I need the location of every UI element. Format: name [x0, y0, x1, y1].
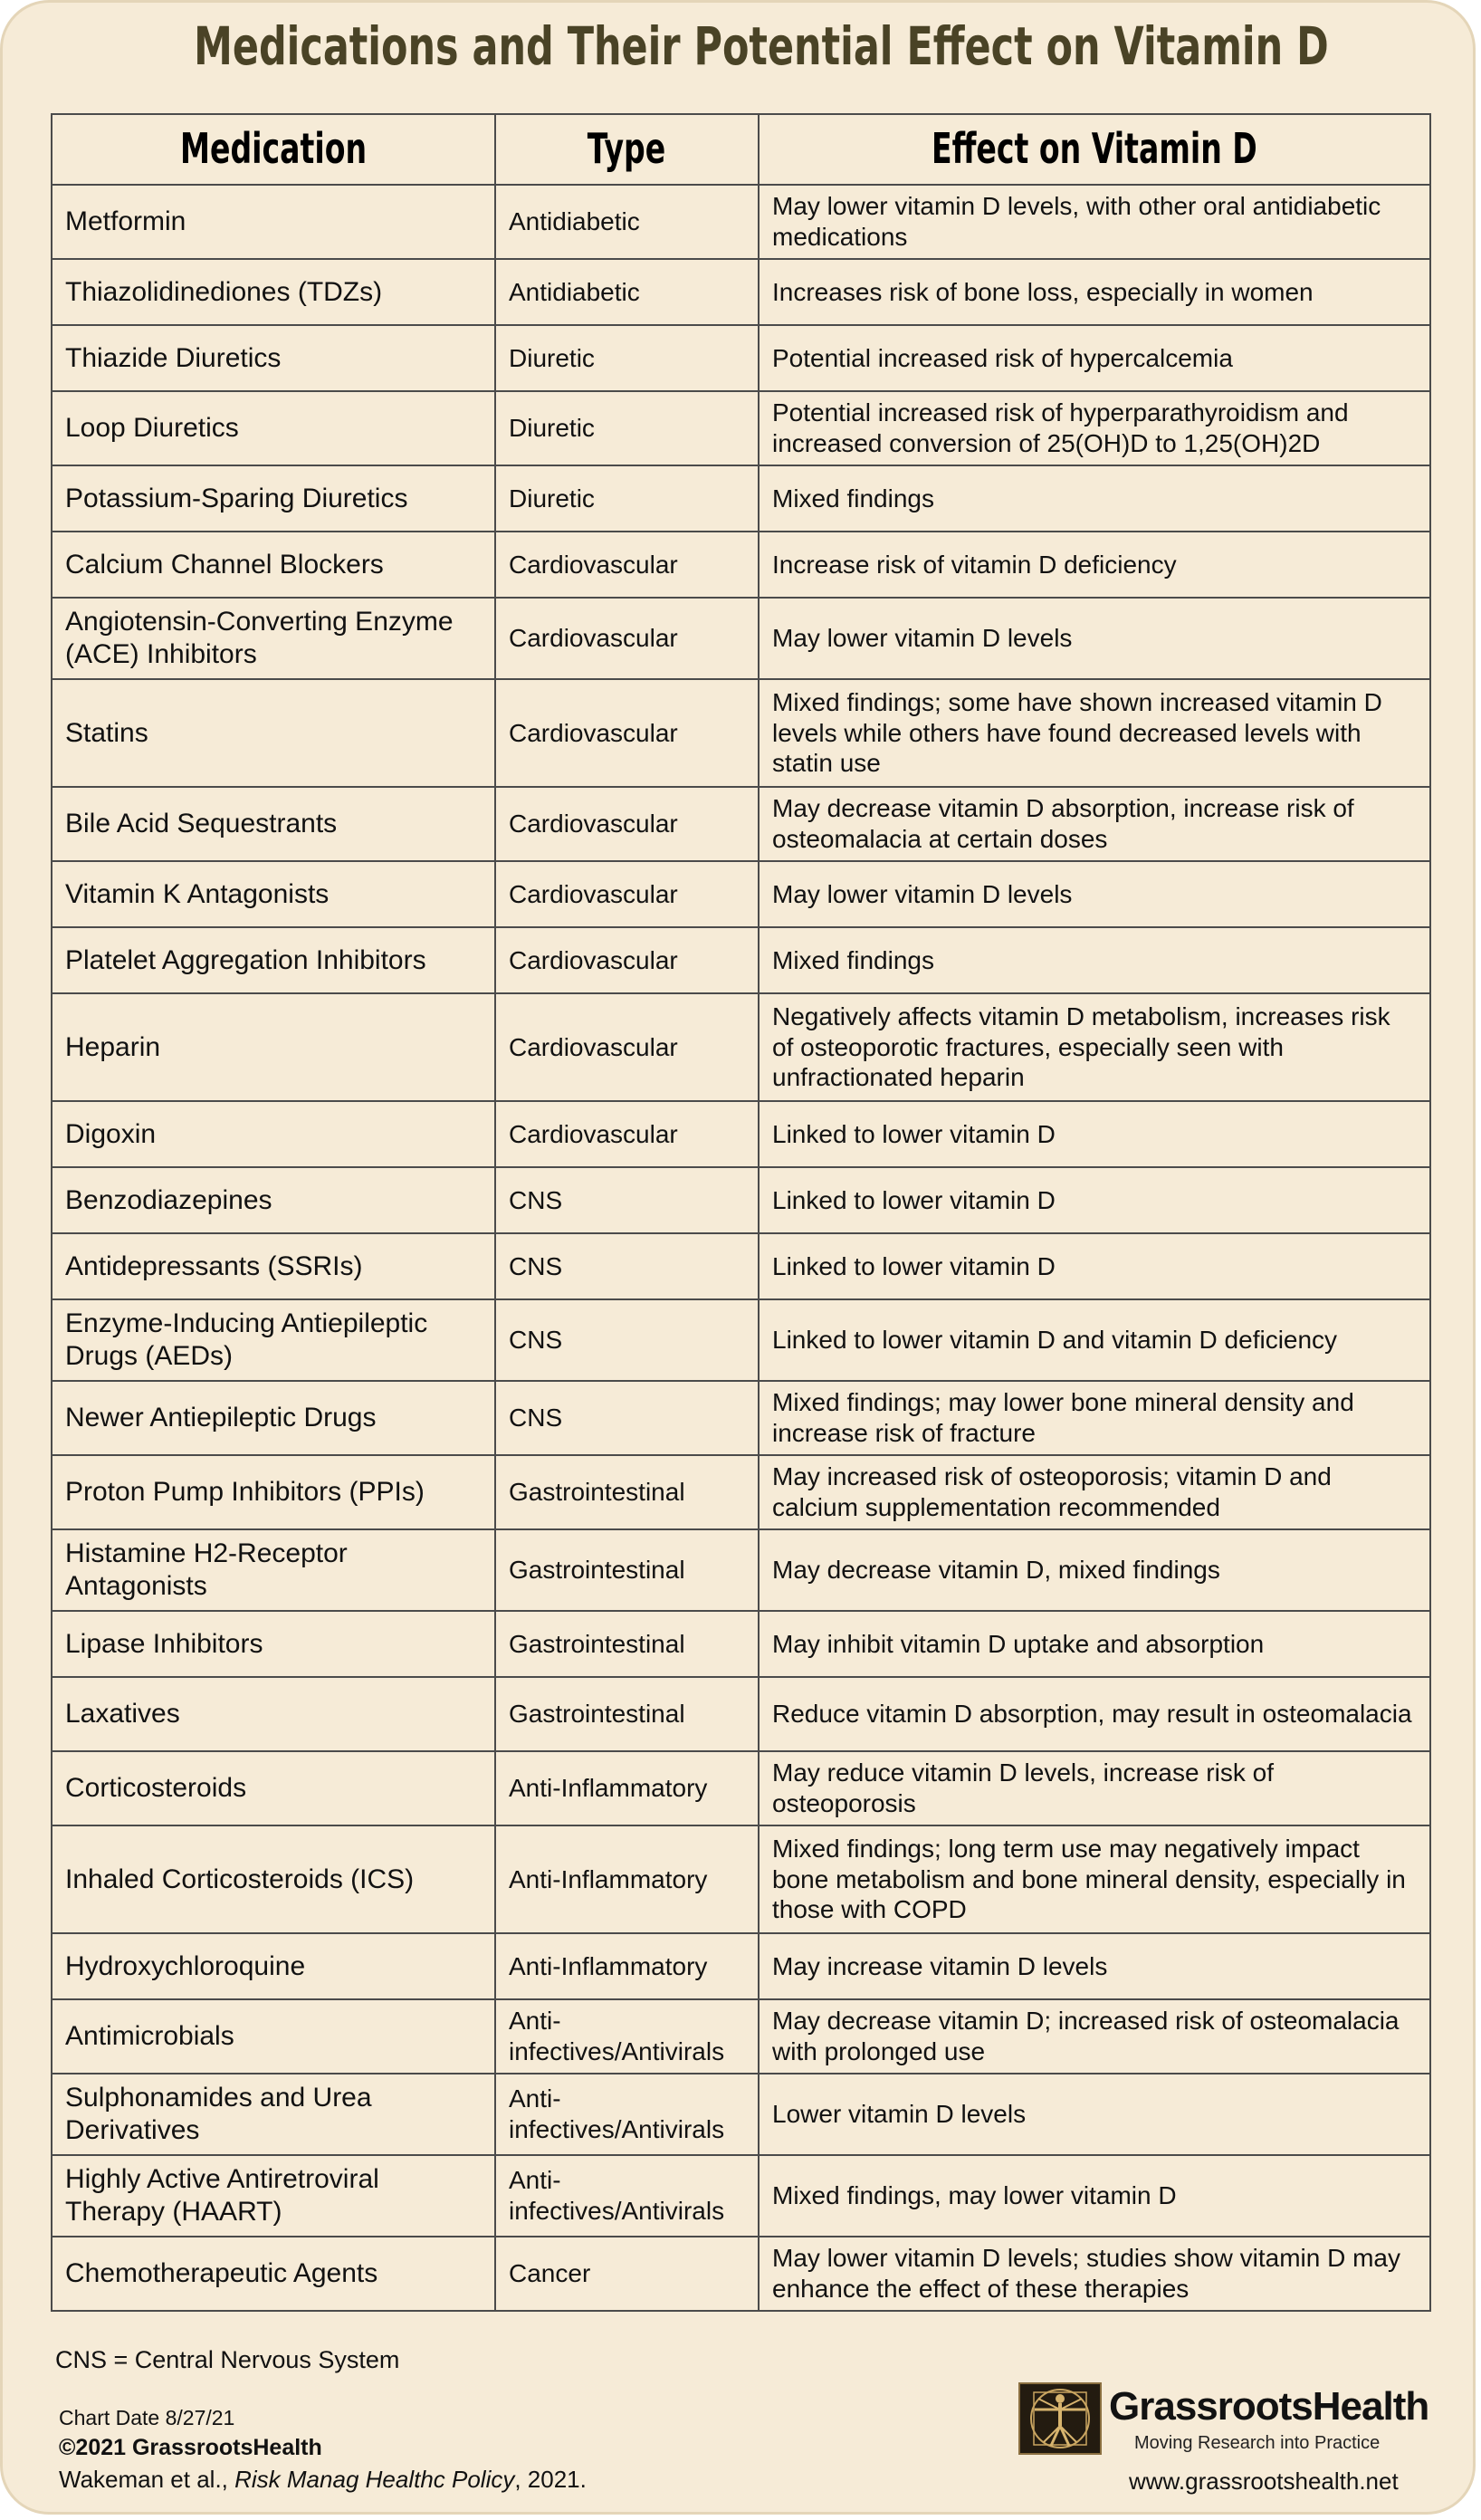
medication-cell: Antimicrobials	[52, 1999, 495, 2074]
table-row	[52, 391, 1430, 465]
effect-cell: Linked to lower vitamin D and vitamin D deficiency	[759, 1299, 1430, 1381]
type-cell: CNS	[495, 1299, 759, 1381]
logo-name: GrassrootsHealth	[1109, 2384, 1429, 2429]
table-row	[52, 1101, 1430, 1167]
chart-date: Chart Date 8/27/21	[59, 2406, 235, 2429]
medication-cell: Platelet Aggregation Inhibitors	[52, 927, 495, 993]
effect-cell: May inhibit vitamin D uptake and absorption	[759, 1611, 1430, 1677]
table-row	[52, 465, 1430, 532]
effect-cell: May lower vitamin D levels, with other oral antidiabetic medications	[759, 185, 1430, 259]
medication-cell: Potassium-Sparing Diuretics	[52, 465, 495, 532]
type-cell: Cardiovascular	[495, 861, 759, 927]
type-cell: Anti-infectives/Antivirals	[495, 1999, 759, 2074]
effect-cell: Increases risk of bone loss, especially in women	[759, 259, 1430, 325]
medication-cell: Hydroxychloroquine	[52, 1933, 495, 1999]
table-row	[52, 259, 1430, 325]
type-cell: Gastrointestinal	[495, 1611, 759, 1677]
type-cell: CNS	[495, 1233, 759, 1299]
copyright: ©2021 GrassrootsHealth	[59, 2435, 322, 2460]
page-title: Medications and Their Potential Effect on Vitamin D	[194, 15, 1329, 77]
table-row	[52, 861, 1430, 927]
logo-tagline: Moving Research into Practice	[1134, 2433, 1381, 2453]
table-row	[52, 2155, 1430, 2237]
effect-cell: Lower vitamin D levels	[759, 2074, 1430, 2155]
effect-cell: Linked to lower vitamin D	[759, 1167, 1430, 1233]
type-cell: Cardiovascular	[495, 532, 759, 598]
medication-cell: Digoxin	[52, 1101, 495, 1167]
column-header-type: Type	[495, 114, 759, 185]
grassrootshealth-logo	[1018, 2382, 1435, 2455]
effect-cell: Mixed findings	[759, 927, 1430, 993]
type-cell: Diuretic	[495, 465, 759, 532]
citation	[59, 2466, 587, 2494]
table-row	[52, 927, 1430, 993]
effect-cell: Mixed findings; may lower bone mineral density and increase risk of fracture	[759, 1381, 1430, 1455]
medication-cell: Highly Active Antiretroviral Therapy (HAART)	[52, 2155, 495, 2237]
table-row	[52, 2237, 1430, 2311]
table-row	[52, 1529, 1430, 1611]
column-header-medication: Medication	[52, 114, 495, 185]
effect-cell: Mixed findings, may lower vitamin D	[759, 2155, 1430, 2237]
effect-cell: Linked to lower vitamin D	[759, 1233, 1430, 1299]
type-cell: Anti-Inflammatory	[495, 1751, 759, 1825]
medication-cell: Vitamin K Antagonists	[52, 861, 495, 927]
type-cell: Anti-infectives/Antivirals	[495, 2155, 759, 2237]
medication-cell: Heparin	[52, 993, 495, 1101]
type-cell: Diuretic	[495, 325, 759, 391]
type-cell: Anti-Inflammatory	[495, 1933, 759, 1999]
effect-cell: May reduce vitamin D levels, increase risk of osteoporosis	[759, 1751, 1430, 1825]
effect-cell: Potential increased risk of hyperparathyroidism and increased conversion of 25(OH)D to 1,25(OH)2D	[759, 391, 1430, 465]
effect-cell: Potential increased risk of hypercalcemia	[759, 325, 1430, 391]
effect-cell: Reduce vitamin D absorption, may result in osteomalacia	[759, 1677, 1430, 1751]
table-row	[52, 532, 1430, 598]
type-cell: Diuretic	[495, 391, 759, 465]
effect-cell: May decrease vitamin D, mixed findings	[759, 1529, 1430, 1611]
type-cell: Cardiovascular	[495, 598, 759, 679]
medication-cell: Newer Antiepileptic Drugs	[52, 1381, 495, 1455]
type-cell: CNS	[495, 1381, 759, 1455]
effect-cell: Mixed findings; some have shown increased vitamin D levels while others have found decreased levels with statin use	[759, 679, 1430, 787]
table-row	[52, 1933, 1430, 1999]
citation-year: , 2021.	[514, 2466, 587, 2493]
medication-cell: Inhaled Corticosteroids (ICS)	[52, 1825, 495, 1933]
table-row	[52, 598, 1430, 679]
table-row	[52, 1233, 1430, 1299]
table-row	[52, 185, 1430, 259]
type-cell: Gastrointestinal	[495, 1677, 759, 1751]
medication-cell: Corticosteroids	[52, 1751, 495, 1825]
table-row	[52, 679, 1430, 787]
type-cell: Anti-Inflammatory	[495, 1825, 759, 1933]
type-cell: Gastrointestinal	[495, 1455, 759, 1529]
effect-cell: Linked to lower vitamin D	[759, 1101, 1430, 1167]
medication-cell: Benzodiazepines	[52, 1167, 495, 1233]
medication-cell: Proton Pump Inhibitors (PPIs)	[52, 1455, 495, 1529]
medication-cell: Histamine H2-Receptor Antagonists	[52, 1529, 495, 1611]
type-cell: Anti-infectives/Antivirals	[495, 2074, 759, 2155]
type-cell: Cancer	[495, 2237, 759, 2311]
type-cell: CNS	[495, 1167, 759, 1233]
effect-cell: May lower vitamin D levels	[759, 598, 1430, 679]
medication-cell: Sulphonamides and Urea Derivatives	[52, 2074, 495, 2155]
table-row	[52, 1999, 1430, 2074]
medication-cell: Calcium Channel Blockers	[52, 532, 495, 598]
effect-cell: May increase vitamin D levels	[759, 1933, 1430, 1999]
effect-cell: May lower vitamin D levels	[759, 861, 1430, 927]
table-row	[52, 1167, 1430, 1233]
table-row	[52, 1611, 1430, 1677]
effect-cell: Increase risk of vitamin D deficiency	[759, 532, 1430, 598]
website-url: www.grassrootshealth.net	[1129, 2467, 1399, 2495]
table-row	[52, 1825, 1430, 1933]
type-cell: Cardiovascular	[495, 1101, 759, 1167]
medication-cell: Enzyme-Inducing Antiepileptic Drugs (AEDs)	[52, 1299, 495, 1381]
column-header-effect: Effect on Vitamin D	[759, 114, 1430, 185]
table-row	[52, 1381, 1430, 1455]
effect-cell: Mixed findings; long term use may negatively impact bone metabolism and bone mineral density, especially in those with COPD	[759, 1825, 1430, 1933]
table-header-row	[52, 114, 1430, 185]
medication-cell: Metformin	[52, 185, 495, 259]
table-row	[52, 787, 1430, 861]
effect-cell: May increased risk of osteoporosis; vitamin D and calcium supplementation recommended	[759, 1455, 1430, 1529]
type-cell: Antidiabetic	[495, 185, 759, 259]
effect-cell: May decrease vitamin D; increased risk of osteomalacia with prolonged use	[759, 1999, 1430, 2074]
table-row	[52, 1751, 1430, 1825]
table-row	[52, 993, 1430, 1101]
medication-cell: Bile Acid Sequestrants	[52, 787, 495, 861]
medication-cell: Statins	[52, 679, 495, 787]
effect-cell: May decrease vitamin D absorption, increase risk of osteomalacia at certain doses	[759, 787, 1430, 861]
table-row	[52, 1455, 1430, 1529]
type-cell: Gastrointestinal	[495, 1529, 759, 1611]
effect-cell: Negatively affects vitamin D metabolism, increases risk of osteoporotic fractures, especially seen with unfractionated heparin	[759, 993, 1430, 1101]
medication-cell: Thiazide Diuretics	[52, 325, 495, 391]
medication-cell: Angiotensin-Converting Enzyme (ACE) Inhibitors	[52, 598, 495, 679]
type-cell: Cardiovascular	[495, 679, 759, 787]
medication-cell: Thiazolidinediones (TDZs)	[52, 259, 495, 325]
type-cell: Cardiovascular	[495, 927, 759, 993]
effect-cell: Mixed findings	[759, 465, 1430, 532]
citation-journal: Risk Manag Healthc Policy	[234, 2466, 515, 2493]
type-cell: Cardiovascular	[495, 993, 759, 1101]
table-row	[52, 1677, 1430, 1751]
footnote: CNS = Central Nervous System	[55, 2346, 400, 2373]
type-cell: Cardiovascular	[495, 787, 759, 861]
medication-cell: Laxatives	[52, 1677, 495, 1751]
table-row	[52, 1299, 1430, 1381]
medication-table	[51, 113, 1431, 2312]
medication-cell: Chemotherapeutic Agents	[52, 2237, 495, 2311]
effect-cell: May lower vitamin D levels; studies show vitamin D may enhance the effect of these therapies	[759, 2237, 1430, 2311]
vitruvian-man-icon	[1018, 2382, 1102, 2455]
type-cell: Antidiabetic	[495, 259, 759, 325]
table-row	[52, 325, 1430, 391]
medication-cell: Lipase Inhibitors	[52, 1611, 495, 1677]
citation-authors: Wakeman et al.,	[59, 2466, 235, 2493]
medication-cell: Antidepressants (SSRIs)	[52, 1233, 495, 1299]
table-row	[52, 2074, 1430, 2155]
medication-cell: Loop Diuretics	[52, 391, 495, 465]
